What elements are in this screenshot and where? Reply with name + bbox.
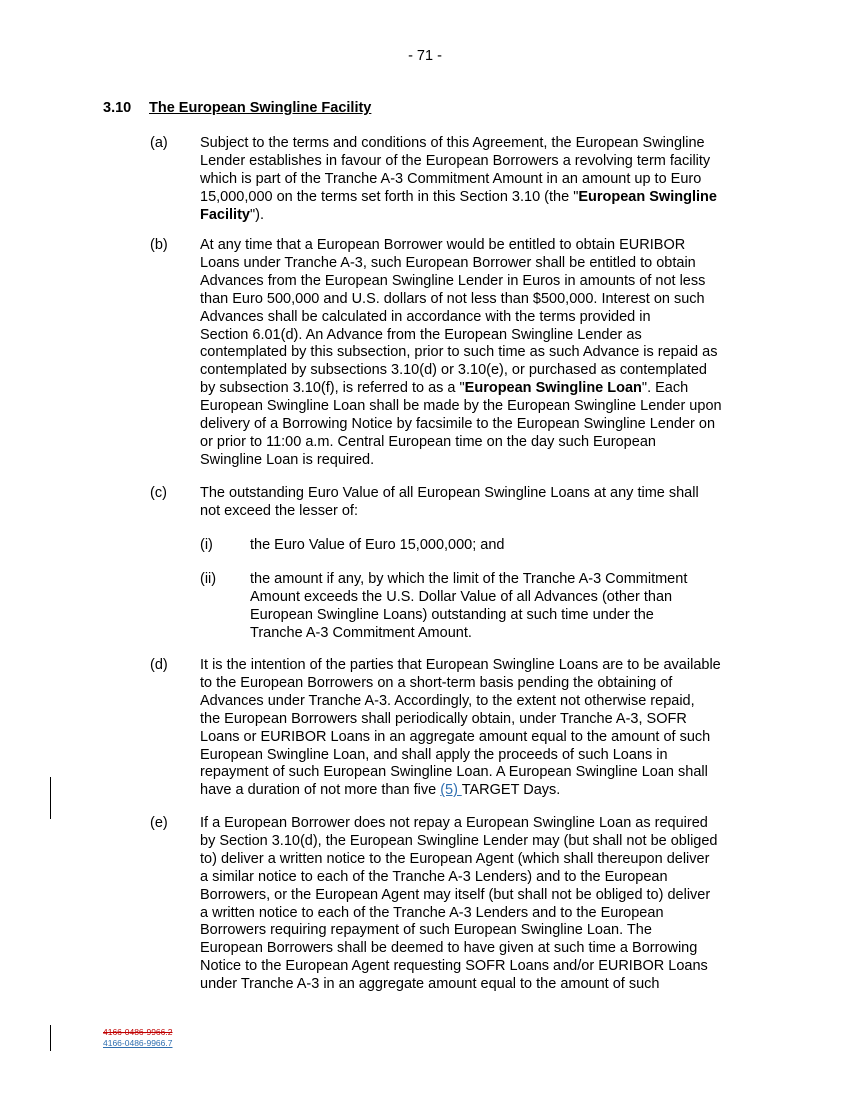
paragraph-line-tail: TARGET Days. [461,782,561,799]
paragraph-line: Borrowers requiring repayment of such European Swingline Loan. The [200,922,652,939]
subparagraph-line: the Euro Value of Euro 15,000,000; and [250,537,505,553]
paragraph-line: If a European Borrower does not repay a European Swingline Loan as required [200,815,708,831]
paragraph-line: or prior to 11:00 a.m. Central European time on the day such European [200,433,656,450]
paragraph-label: (a) [150,135,168,151]
paragraph-d [150,657,760,800]
paragraph-line-tail: ". Each [641,380,689,397]
paragraph-line: European Swingline Loan, and shall apply the proceeds of such Loans in [200,746,668,763]
paragraph-line: contemplated by subsections 3.10(d) or 3.10(e), or purchased as contemplated [200,362,707,379]
paragraph-a [150,135,760,225]
change-bar [50,1025,51,1051]
paragraph-line: The outstanding Euro Value of all European Swingline Loans at any time shall [200,485,699,501]
inserted-document-id: 4166-0486-9966.7 [103,1038,173,1048]
paragraph-line: not exceed the lesser of: [200,502,358,519]
subparagraph-line: Amount exceeds the U.S. Dollar Value of all Advances (other than [250,588,673,605]
paragraph-line: a written notice to each of the Tranche A-3 Lenders and to the European [200,904,664,921]
paragraph-line: Notice to the European Agent requesting SOFR Loans and/or EURIBOR Loans [200,958,708,975]
section-heading [103,100,371,116]
section-title: The European Swingline Facility [149,100,372,116]
paragraph-line: Advances under Tranche A-3. Accordingly, to the extent not otherwise repaid, [200,692,695,709]
paragraph-line: It is the intention of the parties that European Swingline Loans are to be available [200,657,721,673]
paragraph-line: Advances shall be calculated in accordance with the terms provided in [200,308,651,325]
paragraph-line: to the European Borrowers on a short-term basis pending the obtaining of [200,674,673,691]
paragraph-line: Section 6.01(d). An Advance from the European Swingline Lender as [200,326,642,343]
paragraph-line: Advances from the European Swingline Lender in Euros in amounts of not less [200,272,706,289]
deleted-document-id: 4166-0486-9966.2 [103,1027,173,1037]
paragraph-line: European Borrowers shall be deemed to have given at such time a Borrowing [200,940,698,957]
paragraph-line: Swingline Loan is required. [200,451,375,468]
paragraph-line: Subject to the terms and conditions of this Agreement, the European Swingline [200,135,705,151]
paragraph-line: by subsection 3.10(f), is referred to as a " [200,380,465,397]
paragraph-line: Lender establishes in favour of the European Borrowers a revolving term facility [200,152,711,169]
paragraph-line: contemplated by this subsection, prior to such time as such Advance is repaid as [200,344,718,361]
subparagraph-i [200,537,760,555]
subparagraph-label: (ii) [200,571,217,587]
paragraph-line: to) deliver a written notice to the European Agent (which shall thereupon deliver [200,850,710,867]
defined-term: European Swingline Loan [464,380,642,397]
defined-term: Facility [200,206,250,223]
paragraph-line: have a duration of not more than five [200,782,441,799]
paragraph-line: European Swingline Loan shall be made by the European Swingline Lender upon [200,398,722,415]
subparagraph-label: (i) [200,537,213,553]
paragraph-line-tail: "). [249,206,264,223]
paragraph-line: the European Borrowers shall periodically obtain, under Tranche A-3, SOFR [200,710,687,727]
paragraph-line: under Tranche A-3 in an aggregate amount equal to the amount of such [200,976,660,993]
paragraph-line: At any time that a European Borrower would be entitled to obtain EURIBOR [200,237,686,253]
paragraph-line: which is part of the Tranche A-3 Commitment Amount in an amount up to Euro [200,170,702,187]
page-number: - 71 - [408,48,442,64]
paragraph-line: delivery of a Borrowing Notice by facsimile to the European Swingline Lender on [200,416,716,433]
defined-term: European Swingline [578,188,717,205]
section-number: 3.10 [103,100,132,116]
paragraph-c [150,485,760,521]
document-id-footer [103,1027,172,1049]
paragraph-line: 15,000,000 on the terms set forth in this Section 3.10 (the " [200,188,579,205]
subparagraph-line: Tranche A-3 Commitment Amount. [250,624,472,641]
subparagraph-line: European Swingline Loans) outstanding at such time under the [250,606,654,623]
paragraph-line: Loans or EURIBOR Loans in an aggregate amount equal to the amount of such [200,728,711,745]
change-bar [50,777,51,819]
paragraph-label: (c) [150,485,167,501]
paragraph-line: a similar notice to each of the Tranche A-3 Lenders) and to the European [200,868,668,885]
paragraph-e [150,815,760,994]
paragraph-label: (d) [150,657,168,673]
paragraph-line: than Euro 500,000 and U.S. dollars of not less than $500,000. Interest on such [200,290,705,307]
subparagraph-line: the amount if any, by which the limit of the Tranche A-3 Commitment [250,571,688,587]
subparagraph-ii [200,571,760,643]
paragraph-line: by Section 3.10(d), the European Swingline Lender may (but shall not be obliged [200,832,718,849]
paragraph-line: Borrowers, or the European Agent may itself (but shall not be obliged to) deliver [200,886,711,903]
inserted-text[interactable]: (5) [440,782,462,799]
paragraph-line: repayment of such European Swingline Loan. A European Swingline Loan shall [200,764,708,781]
paragraph-b [150,237,760,470]
paragraph-label: (b) [150,237,168,253]
paragraph-label: (e) [150,815,168,831]
paragraph-line: Loans under Tranche A-3, such European Borrower shall be entitled to obtain [200,254,696,271]
